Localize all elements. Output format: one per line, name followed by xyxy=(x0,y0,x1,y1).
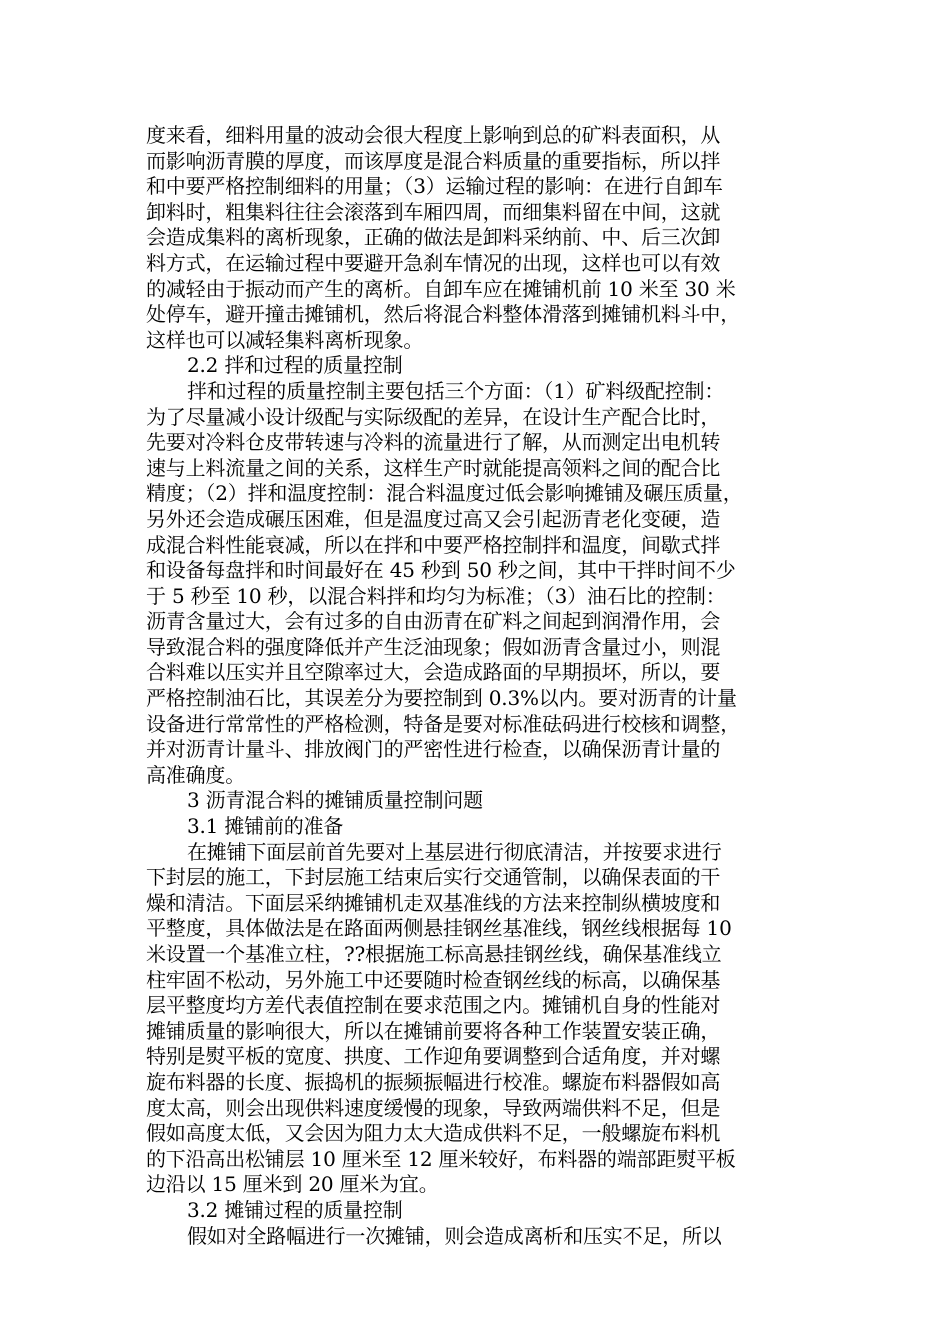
text-line: 旋布料器的长度、振捣机的振频振幅进行校准。螺旋布料器假如高 xyxy=(146,1069,721,1094)
text-line: 层平整度均方差代表值控制在要求范围之内。摊铺机自身的性能对 xyxy=(146,993,721,1018)
text-line: 拌和过程的质量控制主要包括三个方面：（1）矿料级配控制： xyxy=(187,378,725,403)
text-line: 这样也可以减轻集料离析现象。 xyxy=(146,327,424,352)
text-line: 米设置一个基准立柱，??根据施工标高悬挂钢丝线，确保基准线立 xyxy=(146,942,722,966)
text-line: 料方式，在运输过程中要避开急刹车情况的出现，这样也可以有效 xyxy=(146,250,721,275)
text-line: 度太高，则会出现供料速度缓慢的现象，导致两端供料不足，但是 xyxy=(146,1095,721,1120)
text-line: 3 沥青混合料的摊铺质量控制问题 xyxy=(187,788,483,813)
text-line: 的下沿高出松铺层 10 厘米至 12 厘米较好，布料器的端部距熨平板 xyxy=(146,1146,736,1171)
text-line: 导致混合料的强度降低并产生泛油现象；假如沥青含量过小，则混 xyxy=(146,634,721,659)
text-line: 另外还会造成碾压困难，但是温度过高又会引起沥青老化变硬，造 xyxy=(146,506,721,531)
body-text xyxy=(146,123,806,1249)
text-line: 先要对冷料仓皮带转速与冷料的流量进行了解，从而测定出电机转 xyxy=(146,430,721,455)
text-line: 边沿以 15 厘米到 20 厘米为宜。 xyxy=(146,1172,439,1197)
text-line: 度来看，细料用量的波动会很大程度上影响到总的矿料表面积，从 xyxy=(146,123,721,147)
text-line: 而影响沥青膜的厚度，而该厚度是混合料质量的重要指标，所以拌 xyxy=(146,148,721,173)
text-line: 假如对全路幅进行一次摊铺，则会造成离析和压实不足，所以 xyxy=(187,1223,722,1248)
text-line: 假如高度太低，又会因为阻力太大造成供料不足，一般螺旋布料机 xyxy=(146,1121,721,1146)
text-line: 和设备每盘拌和时间最好在 45 秒到 50 秒之间，其中干拌时间不少 xyxy=(146,558,736,583)
text-line: 速与上料流量之间的关系，这样生产时就能提高领料之间的配合比 xyxy=(146,455,721,480)
text-line: 卸料时，粗集料往往会滚落到车厢四周，而细集料留在中间，这就 xyxy=(146,199,721,224)
text-line: 3.2 摊铺过程的质量控制 xyxy=(187,1197,403,1222)
text-line: 柱牢固不松动，另外施工中还要随时检查钢丝线的标高，以确保基 xyxy=(146,967,721,992)
text-line: 精度；（2）拌和温度控制：混合料温度过低会影响摊铺及碾压质量， xyxy=(146,481,743,506)
text-line: 成混合料性能衰减，所以在拌和中要严格控制拌和温度，间歇式拌 xyxy=(146,532,721,557)
text-line: 会造成集料的离析现象，正确的做法是卸料采纳前、中、后三次卸 xyxy=(146,225,721,250)
text-line: 和中要严格控制细料的用量；（3）运输过程的影响：在进行自卸车 xyxy=(146,174,723,199)
text-line: 下封层的施工，下封层施工结束后实行交通管制，以确保表面的干 xyxy=(146,865,721,890)
text-line: 为了尽量减小设计级配与实际级配的差异，在设计生产配合比时， xyxy=(146,404,721,429)
text-line: 严格控制油石比，其误差分为要控制到 0.3%以内。要对沥青的计量 xyxy=(146,686,737,711)
text-line: 于 5 秒至 10 秒，以混合料拌和均匀为标准；（3）油石比的控制： xyxy=(146,583,726,608)
text-line: 沥青含量过大，会有过多的自由沥青在矿料之间起到润滑作用，会 xyxy=(146,609,721,634)
text-line: 3.1 摊铺前的准备 xyxy=(187,814,344,839)
text-line: 设备进行常常性的严格检测，特备是要对标准砝码进行校核和调整， xyxy=(146,711,740,736)
text-line: 特别是熨平板的宽度、拱度、工作迎角要调整到合适角度，并对螺 xyxy=(146,1044,721,1069)
text-line: 合料难以压实并且空隙率过大，会造成路面的早期损坏，所以，要 xyxy=(146,660,721,685)
text-line: 摊铺质量的影响很大，所以在摊铺前要将各种工作装置安装正确， xyxy=(146,1018,721,1043)
text-line: 并对沥青计量斗、排放阀门的严密性进行检查，以确保沥青计量的 xyxy=(146,737,721,762)
text-line: 处停车，避开撞击摊铺机，然后将混合料整体滑落到摊铺机料斗中， xyxy=(146,302,740,327)
text-line: 高准确度。 xyxy=(146,762,245,787)
text-line: 平整度，具体做法是在路面两侧悬挂钢丝基准线，钢丝线根据每 10 xyxy=(146,916,732,941)
text-line: 在摊铺下面层前首先要对上基层进行彻底清洁，并按要求进行 xyxy=(187,839,722,864)
text-line: 的减轻由于振动而产生的离析。自卸车应在摊铺机前 10 米至 30 米 xyxy=(146,276,736,301)
text-line: 燥和清洁。下面层采纳摊铺机走双基准线的方法来控制纵横坡度和 xyxy=(146,890,721,915)
text-line: 2.2 拌和过程的质量控制 xyxy=(187,353,403,378)
